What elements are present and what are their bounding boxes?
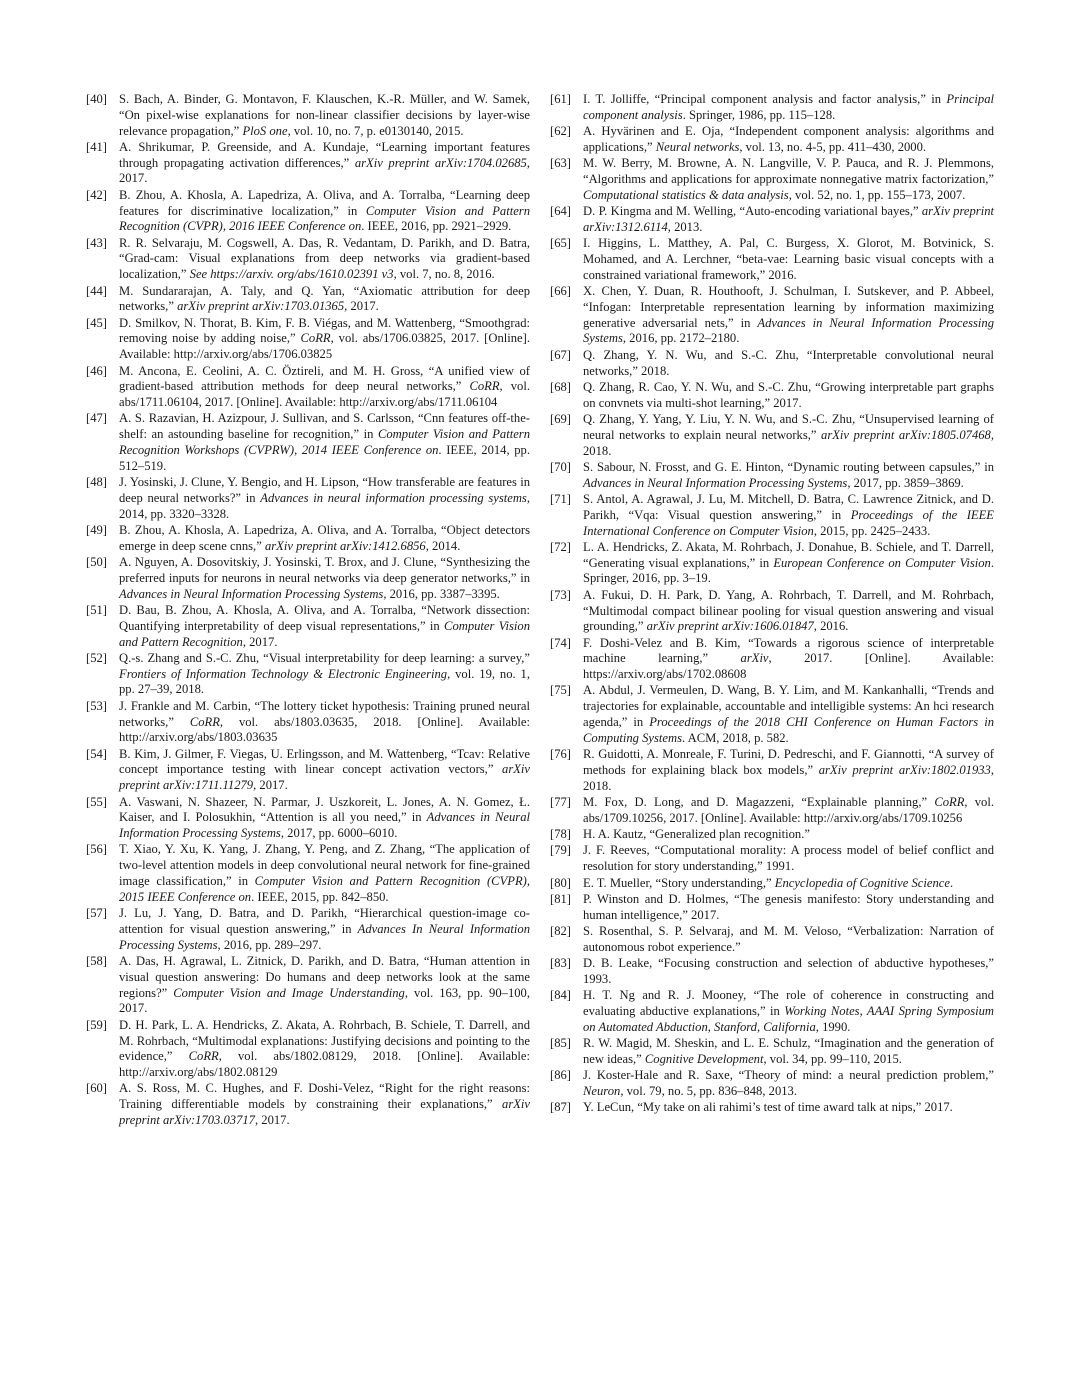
- reference-venue-italic: arXiv preprint arXiv:1805.07468: [821, 427, 991, 442]
- reference-venue-italic: Advances in neural information processing systems: [260, 490, 527, 505]
- reference-venue-italic: arXiv preprint arXiv:1704.02685: [354, 155, 527, 170]
- reference-entry: [550, 204, 994, 236]
- reference-entry: [86, 92, 530, 139]
- reference-entry: [86, 364, 530, 411]
- reference-text-segment: . Springer, 2016, pp. 3–19.: [583, 555, 994, 586]
- reference-number: [40]: [86, 92, 107, 106]
- reference-text-segment: Y. LeCun, “My take on ali rahimi’s test of time award talk at nips,” 2017.: [583, 1100, 953, 1115]
- reference-text-segment: , 2017.: [344, 299, 379, 314]
- reference-text-segment: , vol. 19, no. 1, pp. 27–39, 2018.: [119, 666, 530, 697]
- reference-text: [119, 1081, 530, 1128]
- reference-number: [87]: [550, 1100, 571, 1115]
- reference-text-segment: A. Vaswani, N. Shazeer, N. Parmar, J. Uszkoreit, L. Jones, A. N. Gomez, Ł. Kaiser, and I. Polosukhin, “Attention is all you need,” in: [119, 794, 530, 825]
- reference-entry: [550, 1100, 994, 1116]
- reference-number: [47]: [86, 411, 107, 426]
- reference-text-segment: , 2017.: [242, 634, 278, 649]
- reference-text-segment: S. Rosenthal, S. P. Selvaraj, and M. M. Veloso, “Verbalization: Narration of autonomous robot experience.”: [583, 923, 994, 954]
- reference-text-segment: D. B. Leake, “Focusing construction and selection of abductive hypotheses,” 1993.: [583, 956, 994, 986]
- reference-text-segment: . ACM, 2018, p. 582.: [682, 730, 789, 745]
- reference-venue-italic: Neuron: [583, 1083, 621, 1098]
- reference-text-segment: A. Hyvärinen and E. Oja, “Independent component analysis: algorithms and applications,”: [583, 124, 994, 154]
- reference-number: [53]: [86, 698, 107, 713]
- reference-text-segment: M. Fox, D. Long, and D. Magazzeni, “Explainable planning,”: [583, 795, 935, 810]
- reference-number: [86]: [550, 1068, 571, 1083]
- reference-text-segment: B. Zhou, A. Khosla, A. Lapedriza, A. Oliva, and A. Torralba, “Object detectors emerge in deep scene cnns,”: [119, 523, 530, 553]
- reference-entry: [86, 954, 530, 1017]
- reference-venue-italic: arXiv preprint arXiv:1606.01847: [646, 619, 814, 634]
- reference-venue-italic: CoRR: [469, 379, 500, 394]
- reference-text-segment: , 2018.: [583, 762, 994, 793]
- reference-text-segment: A. Fukui, D. H. Park, D. Yang, A. Rohrbach, T. Darrell, and M. Rohrbach, “Multimodal compact bilinear pooling for visual question answering and visual grounding,”: [583, 587, 994, 634]
- reference-number: [42]: [86, 187, 107, 202]
- reference-entry: [550, 124, 994, 156]
- reference-text: [583, 876, 994, 892]
- reference-text-segment: H. A. Kautz, “Generalized plan recognition.”: [583, 827, 810, 842]
- reference-text: [119, 523, 530, 555]
- reference-venue-italic: Advances in Neural Information Processing Systems: [119, 810, 530, 841]
- reference-number: [82]: [550, 923, 571, 938]
- reference-number: [74]: [550, 635, 571, 650]
- reference-entry: [86, 842, 530, 905]
- reference-number: [60]: [86, 1081, 107, 1096]
- references-left-column: [86, 92, 530, 1129]
- reference-number: [69]: [550, 411, 571, 426]
- reference-entry: [550, 956, 994, 988]
- reference-number: [68]: [550, 379, 571, 394]
- reference-entry: [550, 636, 994, 683]
- reference-text-segment: D. Smilkov, N. Thorat, B. Kim, F. B. Viégas, and M. Wattenberg, “Smoothgrad: removing noise by adding noise,”: [119, 315, 530, 346]
- reference-entry: [550, 492, 994, 539]
- reference-text-segment: . Springer, 1986, pp. 115–128.: [682, 107, 836, 122]
- reference-number: [55]: [86, 794, 107, 809]
- reference-venue-italic: See https://arxiv. org/abs/1610.02391 v3: [189, 267, 394, 282]
- reference-text-segment: X. Chen, Y. Duan, R. Houthooft, J. Schulman, I. Sutskever, and P. Abbeel, “Infogan: Interpretable representation learning by information maximizing generative adversarial nets,” in: [583, 284, 994, 330]
- reference-entry: [550, 1036, 994, 1068]
- reference-text-segment: M. W. Berry, M. Browne, A. N. Langville, V. P. Pauca, and R. J. Plemmons, “Algorithms and applications for approximate nonnegative matrix factorization,”: [583, 156, 994, 186]
- reference-entry: [550, 892, 994, 924]
- references-right-column: [550, 92, 994, 1117]
- reference-text-segment: D. P. Kingma and M. Welling, “Auto-encoding variational bayes,”: [583, 204, 922, 219]
- reference-number: [70]: [550, 459, 571, 474]
- reference-text: [119, 555, 530, 602]
- reference-text: [583, 124, 994, 156]
- reference-venue-italic: Working Notes, AAAI Spring Symposium on Automated Abduction, Stanford, California: [583, 1003, 994, 1034]
- reference-venue-italic: Neural networks: [655, 139, 740, 154]
- reference-venue-italic: Advances in Neural Information Processing Systems: [583, 315, 994, 346]
- reference-text-segment: , 2017.: [254, 1113, 290, 1127]
- reference-text: [583, 747, 994, 794]
- reference-entry: [86, 555, 530, 602]
- reference-number: [71]: [550, 491, 571, 506]
- reference-entry: [550, 924, 994, 956]
- reference-text-segment: . IEEE, 2014, pp. 512–519.: [119, 443, 530, 473]
- reference-venue-italic: CoRR: [934, 795, 965, 810]
- reference-venue-italic: European Conference on Computer Vision: [773, 555, 991, 570]
- reference-venue-italic: CoRR: [300, 331, 331, 346]
- reference-entry: [86, 316, 530, 363]
- reference-text-segment: S. Antol, A. Agrawal, J. Lu, M. Mitchell, D. Batra, C. Lawrence Zitnick, and D. Parikh, “Vqa: Visual question answering,” in: [583, 491, 994, 522]
- reference-entry: [86, 747, 530, 794]
- reference-text-segment: , 2016.: [813, 619, 849, 634]
- reference-entry: [86, 140, 530, 187]
- reference-text-segment: , vol. abs/1706.03825, 2017. [Online]. Available: http://arxiv.org/abs/1706.03825: [119, 331, 530, 362]
- reference-entry: [550, 236, 994, 283]
- reference-text-segment: , vol. 52, no. 1, pp. 155–173, 2007.: [788, 187, 966, 202]
- reference-venue-italic: Computer Vision and Pattern Recognition Workshops (CVPRW), 2014 IEEE Conference on: [119, 427, 530, 458]
- reference-text-segment: M. Sundararajan, A. Taly, and Q. Yan, “Axiomatic attribution for deep networks,”: [119, 283, 530, 314]
- reference-text-segment: D. H. Park, L. A. Hendricks, Z. Akata, A. Rohrbach, B. Schiele, T. Darrell, and M. Rohrbach, “Multimodal explanations: Justifying decisions and pointing to the evidence,”: [119, 1017, 530, 1064]
- reference-text-segment: R. W. Magid, M. Sheskin, and L. E. Schulz, “Imagination and the generation of new ideas,”: [583, 1036, 994, 1066]
- reference-entry: [550, 460, 994, 492]
- reference-text-segment: , vol. abs/1711.06104, 2017. [Online]. Available: http://arxiv.org/abs/1711.06104: [119, 379, 530, 410]
- reference-text: [119, 795, 530, 842]
- reference-text-segment: A. S. Ross, M. C. Hughes, and F. Doshi-Velez, “Right for the right reasons: Training differentiable models by constraining their explanations,”: [119, 1081, 530, 1112]
- reference-venue-italic: Computer Vision and Image Understanding: [173, 985, 405, 1000]
- reference-text-segment: , 2015, pp. 2425–2433.: [813, 523, 931, 538]
- reference-venue-italic: arXiv: [740, 651, 769, 666]
- reference-venue-italic: arXiv preprint arXiv:1412.6856: [264, 538, 426, 553]
- reference-number: [79]: [550, 843, 571, 858]
- reference-text: [583, 956, 994, 988]
- reference-venue-italic: arXiv preprint arXiv:1703.03717: [119, 1097, 530, 1127]
- reference-entry: [550, 412, 994, 459]
- reference-text: [583, 683, 994, 746]
- reference-text-segment: E. T. Mueller, “Story understanding,”: [583, 875, 775, 890]
- reference-number: [56]: [86, 842, 107, 857]
- reference-text-segment: I. Higgins, L. Matthey, A. Pal, C. Burgess, X. Glorot, M. Botvinick, S. Mohamed, and A. Lerchner, “beta-vae: Learning basic visual concepts with a constrained variational framework,” 2016.: [583, 236, 994, 282]
- reference-text-segment: , 2017. [Online]. Available: https://arxiv.org/abs/1702.08608: [583, 651, 994, 682]
- reference-text: [583, 540, 994, 587]
- reference-number: [81]: [550, 891, 571, 906]
- reference-text-segment: J. Yosinski, J. Clune, Y. Bengio, and H. Lipson, “How transferable are features in deep neural networks?” in: [119, 475, 530, 505]
- reference-text: [119, 188, 530, 235]
- reference-venue-italic: arXiv preprint arXiv:1711.11279: [119, 762, 530, 793]
- reference-text: [583, 156, 994, 203]
- reference-text-segment: T. Xiao, Y. Xu, K. Yang, J. Zhang, Y. Peng, and Z. Zhang, “The application of two-level attention models in deep convolutional neural network for fine-grained image classification,” in: [119, 842, 530, 889]
- reference-entry: [86, 699, 530, 746]
- reference-entry: [550, 92, 994, 124]
- reference-text: [583, 284, 994, 347]
- reference-venue-italic: CoRR: [188, 1049, 219, 1064]
- reference-number: [76]: [550, 747, 571, 762]
- reference-text-segment: R. Guidotti, A. Monreale, F. Turini, D. Pedreschi, and F. Giannotti, “A survey of methods for explaining black box models,”: [583, 747, 994, 777]
- reference-entry: [86, 906, 530, 953]
- reference-number: [54]: [86, 746, 107, 761]
- reference-venue-italic: Advances In Neural Information Processing Systems: [119, 921, 530, 952]
- reference-entry: [86, 411, 530, 474]
- reference-text: [583, 92, 994, 124]
- reference-text-segment: , 2016, pp. 3387–3395.: [383, 586, 500, 601]
- reference-text: [583, 1036, 994, 1068]
- reference-number: [75]: [550, 683, 571, 698]
- reference-text-segment: Q. Zhang, Y. Yang, Y. Liu, Y. N. Wu, and S.-C. Zhu, “Unsupervised learning of neural networks to explain neural networks,”: [583, 411, 994, 442]
- reference-text-segment: J. Lu, J. Yang, D. Batra, and D. Parikh, “Hierarchical question-image co-attention for visual question answering,” in: [119, 906, 530, 936]
- reference-text-segment: , 2018.: [583, 427, 995, 458]
- reference-venue-italic: Encyclopedia of Cognitive Science: [774, 875, 950, 890]
- reference-text-segment: S. Bach, A. Binder, G. Montavon, F. Klauschen, K.-R. Müller, and W. Samek, “On pixel-wise explanations for non-linear classifier decisions by layer-wise relevance propagation,”: [119, 92, 530, 138]
- reference-venue-italic: Advances in Neural Information Processing Systems: [583, 475, 848, 490]
- reference-text: [583, 412, 994, 459]
- reference-text: [119, 475, 530, 522]
- reference-text: [119, 236, 530, 283]
- reference-text-segment: , 2016, pp. 2172–2180.: [622, 331, 740, 346]
- reference-text: [583, 892, 994, 924]
- reference-number: [85]: [550, 1036, 571, 1051]
- reference-text: [583, 843, 994, 875]
- reference-text-segment: Q. Zhang, R. Cao, Y. N. Wu, and S.-C. Zhu, “Growing interpretable part graphs on convnets via multi-shot learning,” 2017.: [583, 379, 994, 410]
- reference-text: [119, 603, 530, 650]
- reference-text-segment: , vol. 7, no. 8, 2016.: [393, 267, 495, 282]
- reference-text-segment: A. Das, H. Agrawal, L. Zitnick, D. Parikh, and D. Batra, “Human attention in visual question answering: Do humans and deep networks look at the same regions?”: [119, 954, 530, 1000]
- reference-text: [583, 1100, 994, 1116]
- reference-text-segment: , 2017, pp. 6000–6010.: [280, 826, 398, 841]
- reference-text: [583, 588, 994, 635]
- reference-text-segment: , vol. 163, pp. 90–100, 2017.: [119, 985, 530, 1016]
- reference-text: [583, 988, 994, 1035]
- reference-text: [119, 747, 530, 794]
- reference-entry: [550, 380, 994, 412]
- reference-text: [119, 1018, 530, 1081]
- reference-number: [43]: [86, 235, 107, 250]
- reference-number: [62]: [550, 124, 571, 139]
- reference-number: [64]: [550, 204, 571, 219]
- reference-venue-italic: Cognitive Development: [644, 1051, 764, 1066]
- reference-text: [119, 651, 530, 698]
- reference-number: [49]: [86, 523, 107, 538]
- reference-venue-italic: Computer Vision and Pattern Recognition (CVPR), 2015 IEEE Conference on: [119, 874, 530, 904]
- reference-entry: [550, 843, 994, 875]
- reference-text: [583, 636, 994, 683]
- reference-number: [63]: [550, 156, 571, 171]
- reference-text-segment: A. Nguyen, A. Dosovitskiy, J. Yosinski, T. Brox, and J. Clune, “Synthesizing the preferred inputs for neurons in neural networks via deep generator networks,” in: [119, 555, 530, 585]
- reference-number: [73]: [550, 587, 571, 602]
- reference-number: [65]: [550, 236, 571, 251]
- reference-text-segment: , 1990.: [815, 1019, 851, 1034]
- reference-text-segment: , 2016, pp. 289–297.: [217, 937, 322, 952]
- reference-venue-italic: Proceedings of the IEEE International Conference on Computer Vision: [583, 507, 994, 538]
- reference-text-segment: , vol. abs/1709.10256, 2017. [Online]. Available: http://arxiv.org/abs/1709.10256: [583, 795, 995, 825]
- reference-text-segment: B. Zhou, A. Khosla, A. Lapedriza, A. Oliva, and A. Torralba, “Learning deep features for discriminative localization,” in: [119, 187, 530, 218]
- reference-text: [583, 348, 994, 380]
- reference-venue-italic: CoRR: [189, 714, 220, 729]
- reference-text-segment: A. Abdul, J. Vermeulen, D. Wang, B. Y. Lim, and M. Kankanhalli, “Trends and trajectories for explainable, accountable and intelligible systems: An hci research agenda,” in: [583, 683, 994, 730]
- reference-text: [583, 924, 994, 956]
- reference-text: [583, 492, 994, 539]
- reference-entry: [86, 236, 530, 283]
- reference-entry: [550, 876, 994, 892]
- reference-entry: [550, 348, 994, 380]
- reference-number: [58]: [86, 954, 107, 969]
- reference-text: [583, 795, 994, 827]
- reference-text-segment: . IEEE, 2016, pp. 2921–2929.: [361, 219, 512, 234]
- reference-text-segment: S. Sabour, N. Frosst, and G. E. Hinton, “Dynamic routing between capsules,” in: [583, 459, 994, 474]
- reference-text: [119, 364, 530, 411]
- reference-text-segment: , 2013.: [667, 219, 703, 234]
- reference-number: [50]: [86, 555, 107, 570]
- reference-text: [583, 460, 994, 492]
- reference-entry: [86, 1018, 530, 1081]
- reference-text-segment: Q.-s. Zhang and S.-C. Zhu, “Visual interpretability for deep learning: a survey,”: [119, 650, 530, 665]
- reference-text-segment: J. F. Reeves, “Computational morality: A process model of belief conflict and resolution for story understanding,” 1991.: [583, 843, 994, 874]
- reference-venue-italic: Computer Vision and Pattern Recognition: [119, 618, 530, 649]
- reference-text-segment: I. T. Jolliffe, “Principal component analysis and factor analysis,” in: [583, 92, 947, 106]
- reference-text-segment: , vol. 10, no. 7, p. e0130140, 2015.: [287, 123, 464, 138]
- reference-text: [583, 1068, 994, 1100]
- reference-number: [66]: [550, 284, 571, 299]
- reference-text-segment: A. S. Razavian, H. Azizpour, J. Sullivan, and S. Carlsson, “Cnn features off-the-shelf: an astounding baseline for recognition,” in: [119, 411, 530, 442]
- reference-venue-italic: Proceedings of the 2018 CHI Conference on Human Factors in Computing Systems: [583, 715, 994, 745]
- reference-text: [119, 411, 530, 474]
- reference-number: [44]: [86, 283, 107, 298]
- reference-entry: [86, 188, 530, 235]
- reference-venue-italic: Computational statistics & data analysis: [583, 187, 789, 202]
- reference-entry: [86, 1081, 530, 1128]
- reference-text-segment: A. Shrikumar, P. Greenside, and A. Kundaje, “Learning important features through propagating activation differences,”: [119, 139, 530, 170]
- reference-number: [61]: [550, 92, 571, 106]
- reference-entry: [86, 284, 530, 316]
- reference-text: [583, 380, 994, 412]
- reference-text-segment: H. T. Ng and R. J. Mooney, “The role of coherence in constructing and evaluating abductive explanations,” in: [583, 988, 994, 1018]
- reference-text-segment: , 2017, pp. 3859–3869.: [847, 475, 964, 490]
- reference-entry: [550, 827, 994, 843]
- reference-text-segment: R. R. Selvaraju, M. Cogswell, A. Das, R. Vedantam, D. Parikh, and D. Batra, “Grad-cam: Visual explanations from deep networks via gradient-based localization,”: [119, 235, 530, 282]
- reference-text: [119, 140, 530, 187]
- reference-text-segment: Q. Zhang, Y. N. Wu, and S.-C. Zhu, “Interpretable convolutional neural networks,” 2018.: [583, 347, 994, 378]
- reference-text-segment: , vol. abs/1803.03635, 2018. [Online]. Available: http://arxiv.org/abs/1803.03635: [119, 714, 531, 745]
- reference-text-segment: J. Frankle and M. Carbin, “The lottery ticket hypothesis: Training pruned neural networks,”: [119, 698, 530, 729]
- reference-text-segment: P. Winston and D. Holmes, “The genesis manifesto: Story understanding and human intelligence,” 2017.: [583, 891, 994, 922]
- reference-venue-italic: PloS one: [242, 123, 288, 138]
- reference-text-segment: B. Kim, J. Gilmer, F. Viegas, U. Erlingsson, and M. Wattenberg, “Tcav: Relative concept importance testing with linear concept activation vectors,”: [119, 746, 530, 777]
- reference-text: [119, 316, 530, 363]
- reference-text-segment: M. Ancona, E. Ceolini, A. C. Öztireli, and M. H. Gross, “A unified view of gradient-based attribution methods for deep neural networks,”: [119, 363, 530, 394]
- reference-text-segment: , 2017.: [119, 155, 530, 186]
- reference-entry: [550, 988, 994, 1035]
- reference-number: [57]: [86, 906, 107, 921]
- reference-entry: [86, 475, 530, 522]
- reference-entry: [550, 588, 994, 635]
- reference-text: [119, 954, 530, 1017]
- reference-entry: [550, 540, 994, 587]
- reference-number: [83]: [550, 956, 571, 971]
- reference-number: [52]: [86, 650, 107, 665]
- reference-number: [41]: [86, 139, 107, 154]
- reference-entry: [86, 523, 530, 555]
- reference-number: [45]: [86, 315, 107, 330]
- reference-text-segment: , 2014, pp. 3320–3328.: [119, 490, 530, 521]
- reference-number: [51]: [86, 603, 107, 617]
- reference-venue-italic: Advances in Neural Information Processing Systems: [119, 586, 384, 601]
- reference-entry: [550, 284, 994, 347]
- reference-text: [583, 236, 994, 283]
- reference-entry: [86, 795, 530, 842]
- reference-text-segment: F. Doshi-Velez and B. Kim, “Towards a rigorous science of interpretable machine learning,”: [583, 635, 994, 666]
- reference-number: [72]: [550, 539, 571, 554]
- reference-venue-italic: arXiv preprint arXiv:1703.01365: [177, 299, 345, 314]
- reference-number: [77]: [550, 795, 571, 810]
- reference-text: [119, 284, 530, 316]
- reference-text: [583, 827, 994, 843]
- reference-entry: [86, 603, 530, 650]
- reference-text-segment: , vol. 79, no. 5, pp. 836–848, 2013.: [620, 1083, 797, 1098]
- reference-number: [67]: [550, 347, 571, 362]
- reference-venue-italic: Frontiers of Information Technology & Electronic Engineering: [119, 666, 448, 681]
- reference-text-segment: , 2014.: [425, 538, 461, 553]
- reference-text-segment: D. Bau, B. Zhou, A. Khosla, A. Oliva, and A. Torralba, “Network dissection: Quantifying interpretability of deep visual representations,” in: [119, 603, 530, 633]
- reference-text-segment: , 2017.: [253, 778, 288, 793]
- reference-entry: [550, 156, 994, 203]
- reference-entry: [550, 683, 994, 746]
- reference-text: [119, 842, 530, 905]
- reference-venue-italic: arXiv preprint arXiv:1802.01933: [818, 762, 991, 777]
- reference-text: [119, 906, 530, 953]
- reference-entry: [550, 747, 994, 794]
- reference-number: [84]: [550, 988, 571, 1003]
- reference-text-segment: .: [949, 875, 954, 890]
- reference-text-segment: , vol. abs/1802.08129, 2018. [Online]. Available: http://arxiv.org/abs/1802.08129: [119, 1049, 530, 1080]
- reference-text-segment: , vol. 13, no. 4-5, pp. 411–430, 2000.: [739, 139, 927, 154]
- reference-entry: [86, 651, 530, 698]
- reference-text-segment: , vol. 34, pp. 99–110, 2015.: [763, 1051, 902, 1066]
- reference-number: [78]: [550, 827, 571, 842]
- reference-venue-italic: Computer Vision and Pattern Recognition (CVPR), 2016 IEEE Conference on: [119, 203, 530, 234]
- reference-venue-italic: arXiv preprint arXiv:1312.6114: [583, 204, 994, 234]
- reference-text: [583, 204, 994, 236]
- reference-number: [59]: [86, 1017, 107, 1032]
- reference-entry: [550, 795, 994, 827]
- reference-number: [48]: [86, 475, 107, 490]
- reference-number: [80]: [550, 875, 571, 890]
- reference-entry: [550, 1068, 994, 1100]
- reference-text-segment: L. A. Hendricks, Z. Akata, M. Rohrbach, J. Donahue, B. Schiele, and T. Darrell, “Generating visual explanations,” in: [583, 539, 994, 570]
- reference-number: [46]: [86, 363, 107, 378]
- reference-venue-italic: Principal component analysis: [583, 92, 994, 122]
- reference-text: [119, 92, 530, 139]
- reference-text-segment: . IEEE, 2015, pp. 842–850.: [251, 889, 389, 904]
- reference-text-segment: J. Koster-Hale and R. Saxe, “Theory of mind: a neural prediction problem,”: [583, 1068, 994, 1083]
- reference-text: [119, 699, 530, 746]
